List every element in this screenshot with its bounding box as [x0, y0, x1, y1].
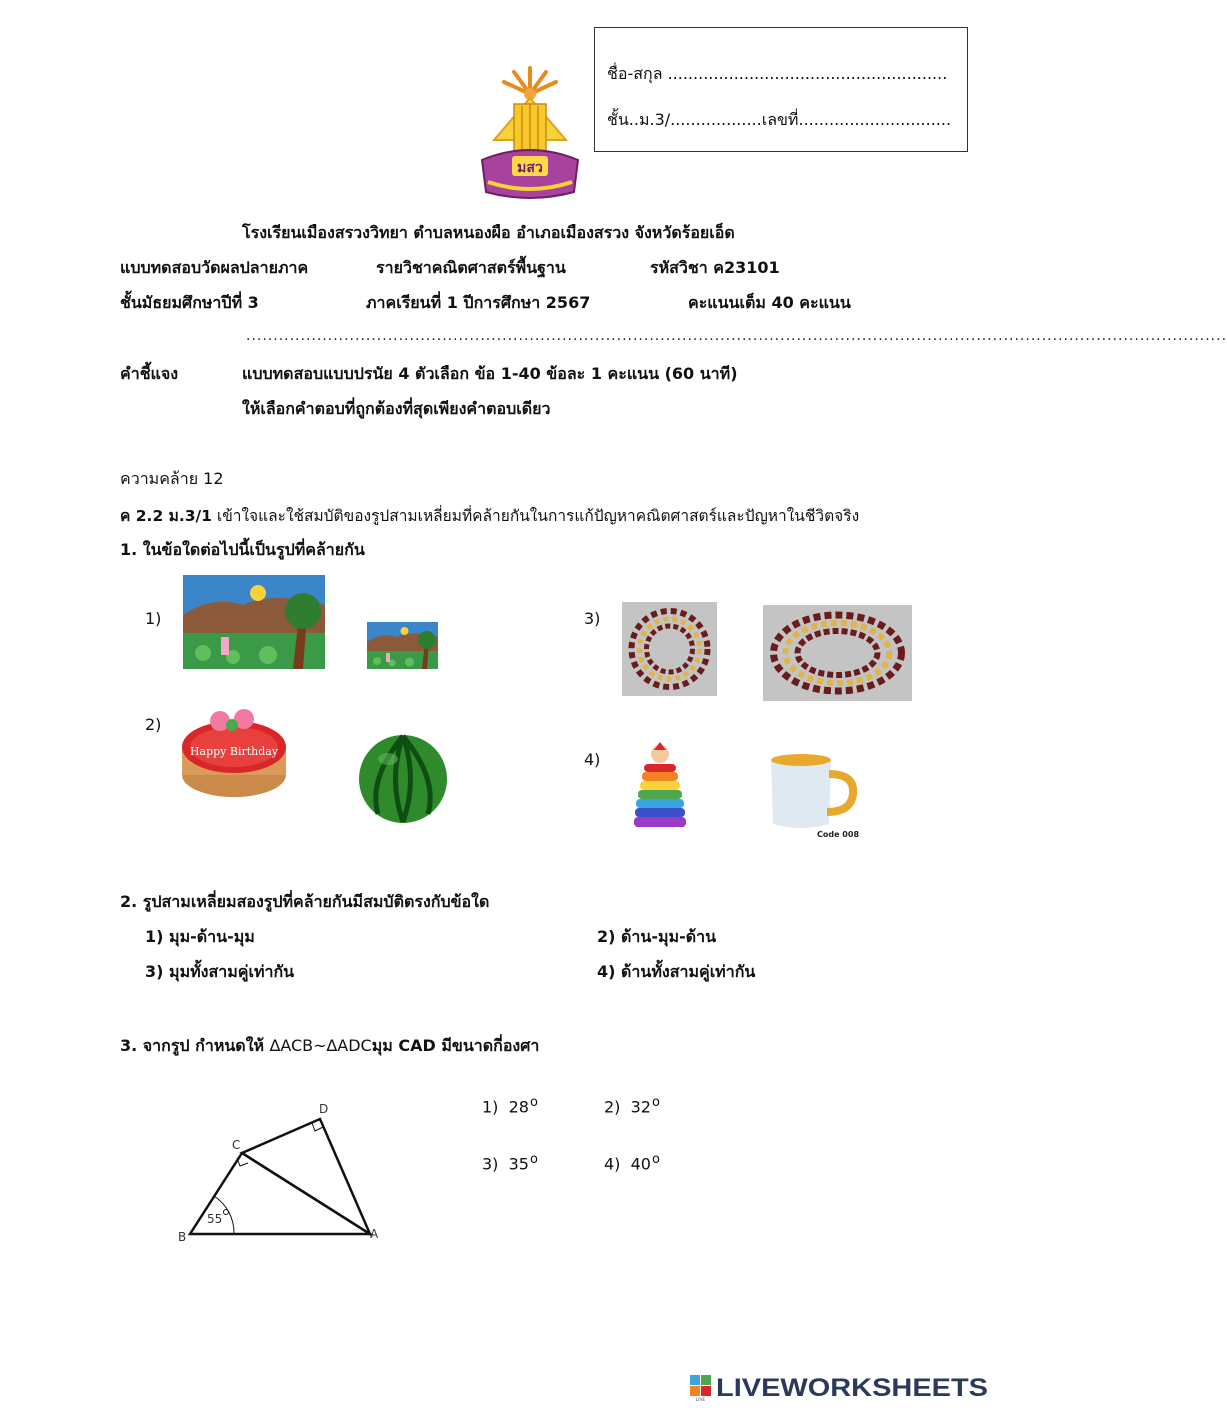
vertex-a-label: A — [370, 1227, 379, 1241]
q3-option-1-label: 1) — [482, 1097, 499, 1117]
q3-similar-1: ∆ACB — [269, 1036, 314, 1055]
degree-symbol: o — [529, 1152, 538, 1167]
school-logo — [474, 64, 586, 204]
semester: ภาคเรียนที่ 1 ปีการศึกษา 2567 — [366, 293, 591, 312]
q3-option-3-label: 3) — [482, 1154, 499, 1174]
vertex-c-label: C — [232, 1138, 241, 1152]
q3-option-1-value: 28 — [508, 1097, 529, 1117]
test-type: แบบทดสอบวัดผลปลายภาค — [120, 258, 309, 277]
q3-similar-2: ∆ADC — [326, 1036, 372, 1055]
standard-code: ค 2.2 ม.3/1 — [120, 507, 212, 525]
q1-option-2-label[interactable]: 2) — [145, 715, 162, 734]
q2-option-3[interactable]: 3) มุมทั้งสามคู่เท่ากัน — [145, 962, 295, 981]
angle-degree-mark — [224, 1210, 229, 1215]
painting-small-image — [367, 622, 438, 669]
liveworksheets-brand-mark — [690, 1375, 711, 1403]
q2-option-1[interactable]: 1) มุม-ด้าน-มุม — [145, 927, 255, 946]
pattern-ring-small-image — [622, 602, 717, 696]
school-line: โรงเรียนเมืองสรวงวิทยา ตำบลหนองผือ อำเภอเมืองสรวง จังหวัดร้อยเอ็ด — [242, 223, 735, 242]
q2-option-2[interactable]: 2) ด้าน-มุม-ด้าน — [597, 927, 717, 946]
learning-standard — [120, 503, 859, 528]
student-class-line: ชั้น..ม.3/..................เลขที่.............................. — [607, 110, 952, 129]
subject-code: รหัสวิชา ค23101 — [650, 258, 780, 277]
vertex-d-label: D — [319, 1102, 329, 1116]
q3-option-4-label: 4) — [604, 1154, 621, 1174]
q3-option-4-value: 40 — [630, 1154, 651, 1174]
dotted-separator: .................................................................................................................................................................................... — [246, 328, 1227, 344]
vertex-b-label: B — [178, 1230, 187, 1244]
painting-large-image — [183, 575, 325, 669]
q2-option-4[interactable]: 4) ด้านทั้งสามคู่เท่ากัน — [597, 962, 756, 981]
angle-b-label: 55 — [207, 1212, 223, 1226]
q3-similar-symbol: ~ — [313, 1036, 327, 1055]
student-info-box — [594, 27, 968, 152]
degree-symbol: o — [651, 1095, 660, 1110]
degree-symbol: o — [651, 1152, 660, 1167]
q1-option-3-label[interactable]: 3) — [584, 609, 601, 628]
q1-option-1-label[interactable]: 1) — [145, 609, 162, 628]
q3-option-1[interactable] — [482, 1095, 538, 1116]
birthday-cake-image — [180, 705, 288, 800]
liveworksheets-logo[interactable] — [690, 1372, 990, 1406]
q3-option-2-label: 2) — [604, 1097, 621, 1117]
triangle-adc — [242, 1119, 370, 1234]
q3-question-suffix: มุม CAD มีขนาดกี่องศา — [371, 1036, 540, 1055]
mug-image — [765, 750, 860, 840]
q1-option-4-label[interactable]: 4) — [584, 750, 601, 769]
q3-option-2-value: 32 — [630, 1097, 651, 1117]
q1-question: 1. ในข้อใดต่อไปนี้เป็นรูปที่คล้ายกัน — [120, 540, 365, 559]
instructions-line-1: แบบทดสอบแบบปรนัย 4 ตัวเลือก ข้อ 1-40 ข้อละ 1 คะแนน (60 นาที) — [242, 364, 738, 383]
brand-mark-text: LIVE — [695, 1398, 706, 1403]
grade-level: ชั้นมัธยมศึกษาปีที่ 3 — [120, 293, 259, 312]
stacking-toy-image — [632, 742, 688, 834]
liveworksheets-wordmark: LIVEWORKSHEETS — [716, 1374, 988, 1402]
logo-letters: มสว — [517, 160, 543, 176]
mug-code-label: Code 008 — [817, 830, 860, 839]
q2-question: 2. รูปสามเหลี่ยมสองรูปที่คล้ายกันมีสมบัติตรงกับข้อใด — [120, 892, 490, 911]
instructions-line-2: ให้เลือกคำตอบที่ถูกต้องที่สุดเพียงคำตอบเดียว — [242, 399, 551, 418]
watermelon-image — [358, 734, 448, 824]
q3-question-prefix: 3. จากรูป กำหนดให้ — [120, 1036, 270, 1055]
standard-text: เข้าใจและใช้สมบัติของรูปสามเหลี่ยมที่คล้ายกันในการแก้ปัญหาคณิตศาสตร์และปัญหาในชีวิตจริง — [211, 507, 860, 525]
q3-option-3-value: 35 — [508, 1154, 529, 1174]
subject-name: รายวิชาคณิตศาสตร์พื้นฐาน — [376, 258, 566, 277]
student-name-line: ชื่อ-สกุล ....................................................... — [607, 64, 948, 83]
q3-option-3[interactable] — [482, 1152, 538, 1173]
q3-option-2[interactable] — [604, 1095, 660, 1116]
degree-symbol: o — [529, 1095, 538, 1110]
q3-option-4[interactable] — [604, 1152, 660, 1173]
triangle-figure — [170, 1095, 390, 1250]
pattern-ring-large-image — [763, 605, 912, 701]
full-score: คะแนนเต็ม 40 คะแนน — [688, 293, 851, 312]
section-title: ความคล้าย 12 — [120, 469, 224, 488]
q3-question — [120, 1034, 539, 1059]
instructions-label: คำชี้แจง — [120, 364, 179, 383]
cake-text: Happy Birthday — [189, 745, 279, 758]
